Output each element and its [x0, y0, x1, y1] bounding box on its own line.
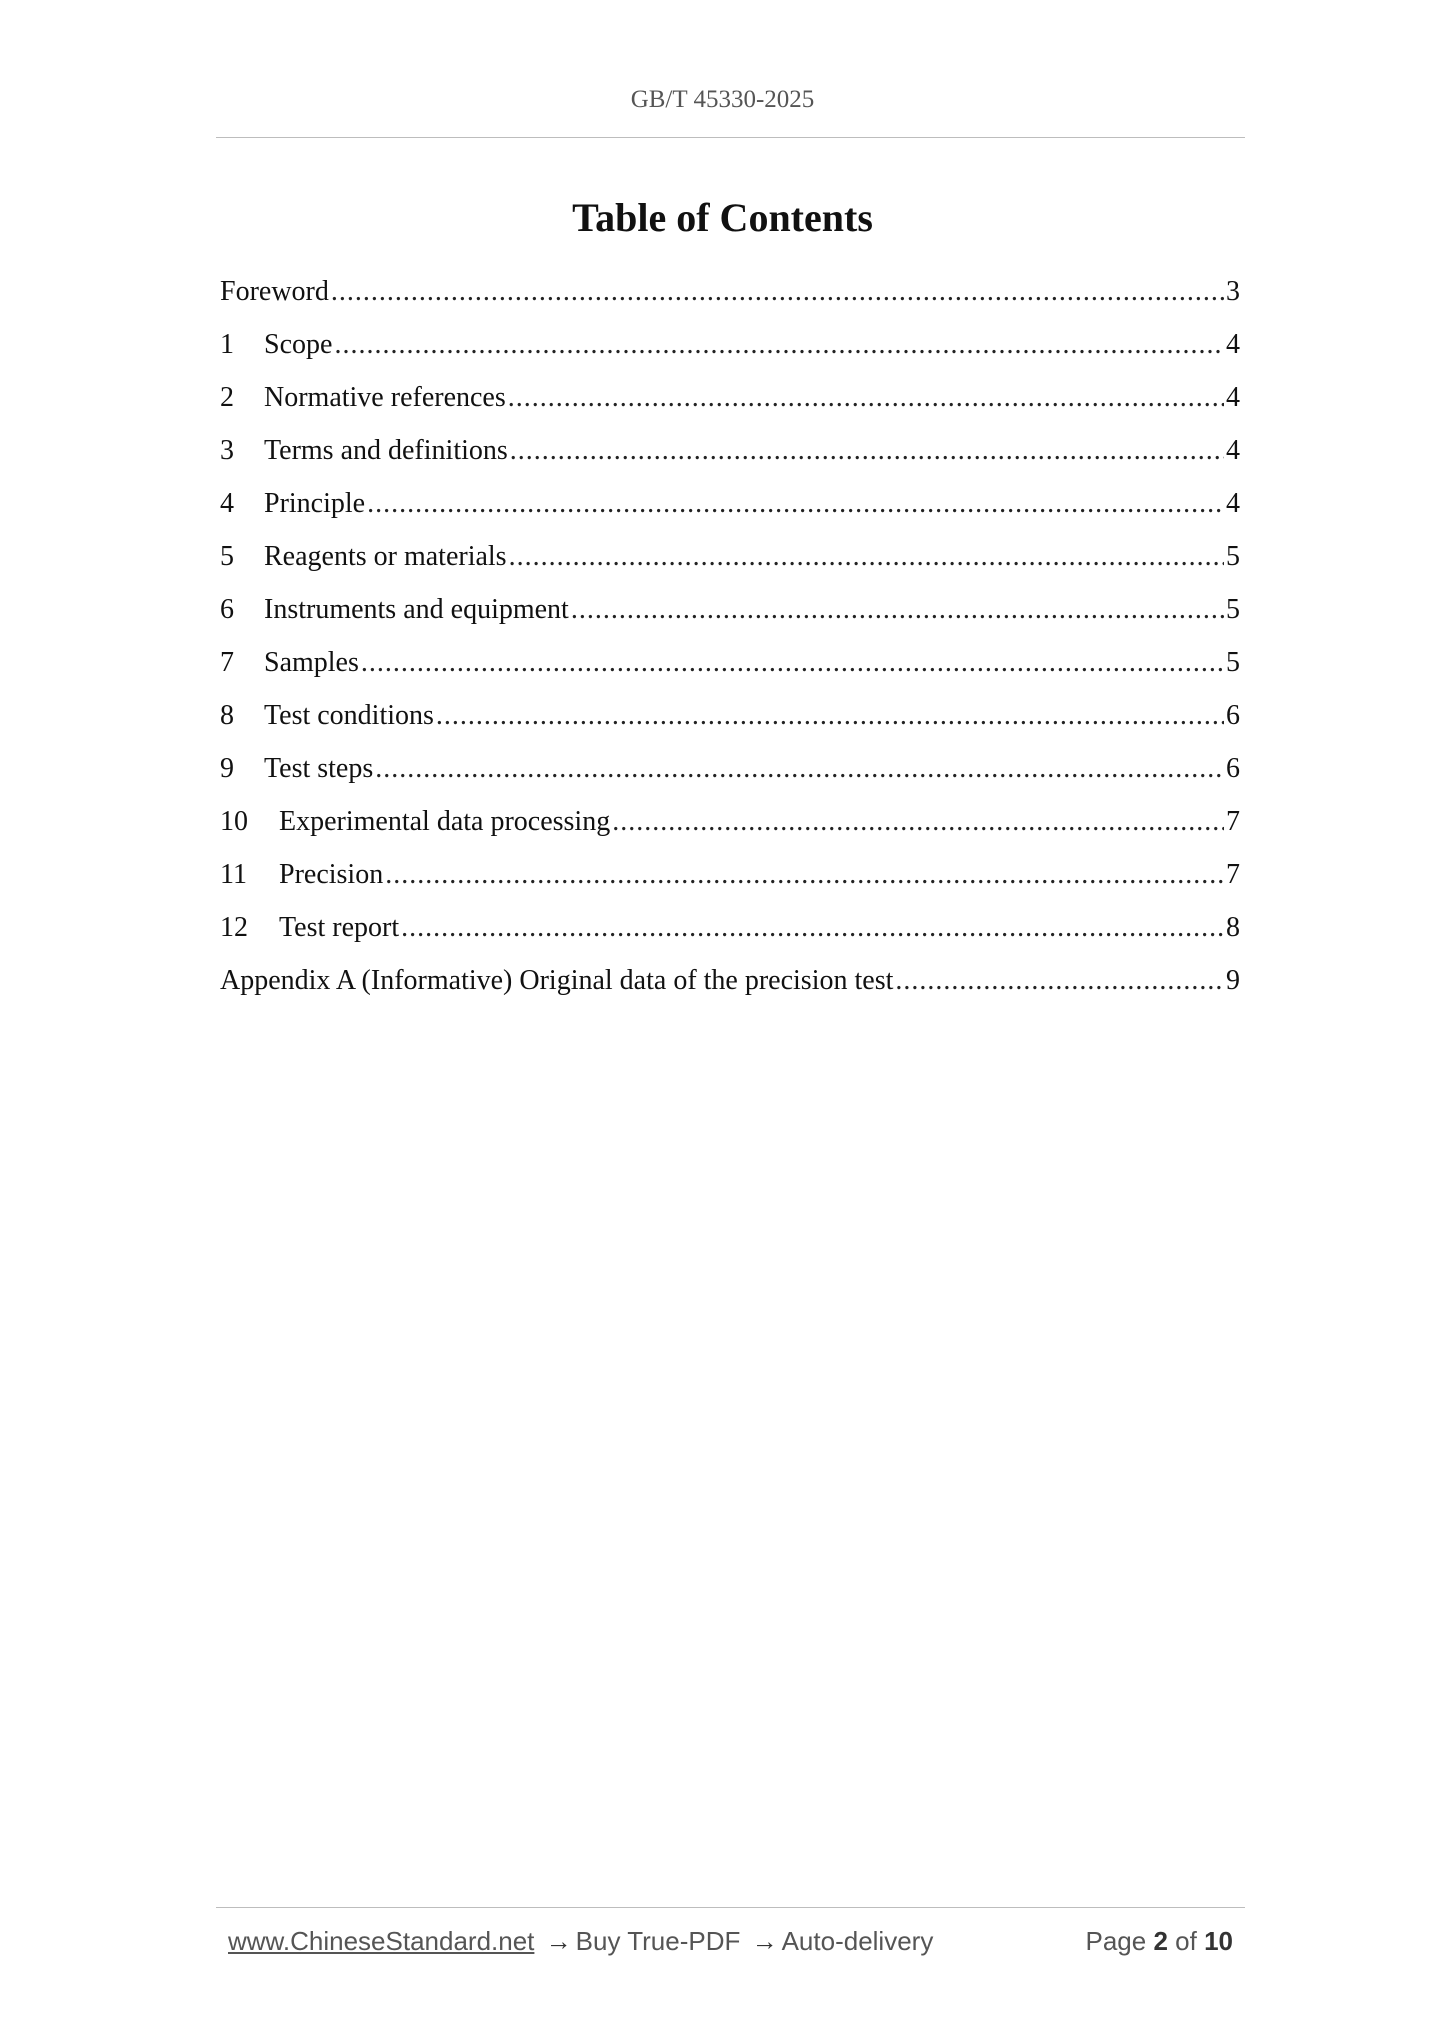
toc-entry-page: 6 [1226, 753, 1240, 784]
of-word: of [1175, 1926, 1197, 1956]
auto-delivery-text: Auto-delivery [781, 1926, 934, 1956]
total-page-number: 10 [1204, 1926, 1233, 1956]
toc-entry-label: Appendix A (Informative) Original data of the precision test [220, 965, 894, 996]
toc-entry-page: 3 [1226, 276, 1240, 307]
toc-entry-label: Test conditions [264, 700, 434, 731]
toc-entry-label: Test report [279, 912, 400, 943]
toc-dot-leader [334, 325, 1224, 365]
toc-entry-samples[interactable] [220, 643, 1240, 696]
toc-dot-leader [510, 431, 1224, 471]
toc-entry-page: 4 [1226, 382, 1240, 413]
toc-entry-page: 4 [1226, 329, 1240, 360]
toc-entry-label: Precision [279, 859, 384, 890]
toc-title: Table of Contents [572, 195, 873, 240]
website-link[interactable]: www.ChineseStandard.net [228, 1926, 535, 1956]
toc-dot-leader [375, 749, 1224, 789]
toc-entry-number: 5 [220, 541, 234, 572]
toc-dot-leader [895, 961, 1224, 1001]
toc-entry-label: Instruments and equipment [264, 594, 569, 625]
toc-dot-leader [331, 272, 1224, 312]
toc-dot-leader [508, 378, 1224, 418]
toc-entry-number: 1 [220, 329, 234, 360]
toc-entry-number: 10 [220, 806, 248, 837]
toc-entry-label: Experimental data processing [279, 806, 611, 837]
footer-promo [228, 1926, 933, 1957]
toc-entry-page: 4 [1226, 435, 1240, 466]
toc-entry-terms-and-definitions[interactable] [220, 431, 1240, 484]
toc-entry-page: 9 [1226, 965, 1240, 996]
current-page-number: 2 [1153, 1926, 1168, 1956]
toc-entry-page: 5 [1226, 594, 1240, 625]
toc-entry-foreword[interactable] [220, 272, 1240, 325]
toc-list [220, 272, 1240, 1014]
toc-entry-page: 7 [1226, 806, 1240, 837]
toc-entry-experimental-data-processing[interactable] [220, 802, 1240, 855]
toc-entry-label: Reagents or materials [264, 541, 507, 572]
toc-entry-scope[interactable] [220, 325, 1240, 378]
toc-dot-leader [571, 590, 1224, 630]
toc-dot-leader [612, 802, 1224, 842]
toc-entry-test-conditions[interactable] [220, 696, 1240, 749]
toc-dot-leader [385, 855, 1224, 895]
toc-entry-page: 6 [1226, 700, 1240, 731]
toc-entry-number: 6 [220, 594, 234, 625]
toc-entry-test-report[interactable] [220, 908, 1240, 961]
arrow-right-icon: → [751, 1926, 778, 1956]
toc-entry-precision[interactable] [220, 855, 1240, 908]
toc-entry-label: Terms and definitions [264, 435, 508, 466]
toc-dot-leader [509, 537, 1224, 577]
toc-entry-number: 8 [220, 700, 234, 731]
toc-entry-label: Scope [264, 329, 333, 360]
page-word: Page [1085, 1926, 1147, 1956]
toc-dot-leader [436, 696, 1224, 736]
toc-entry-principle[interactable] [220, 484, 1240, 537]
toc-entry-page: 8 [1226, 912, 1240, 943]
toc-entry-number: 12 [220, 912, 248, 943]
arrow-right-icon: → [545, 1926, 572, 1956]
buy-true-pdf-text: Buy True-PDF [575, 1926, 741, 1956]
page-footer [228, 1926, 1233, 1962]
toc-entry-test-steps[interactable] [220, 749, 1240, 802]
toc-dot-leader [367, 484, 1224, 524]
toc-entry-page: 7 [1226, 859, 1240, 890]
toc-entry-page: 5 [1226, 647, 1240, 678]
footer-divider [216, 1907, 1245, 1908]
toc-entry-label: Principle [264, 488, 366, 519]
toc-entry-normative-references[interactable] [220, 378, 1240, 431]
toc-entry-reagents-or-materials[interactable] [220, 537, 1240, 590]
toc-entry-number: 7 [220, 647, 234, 678]
toc-entry-label: Test steps [264, 753, 374, 784]
toc-dot-leader [401, 908, 1224, 948]
toc-entry-appendix-a[interactable] [220, 961, 1240, 1014]
toc-entry-label: Normative references [264, 382, 506, 413]
toc-entry-instruments-and-equipment[interactable] [220, 590, 1240, 643]
toc-entry-page: 4 [1226, 488, 1240, 519]
document-code-header: GB/T 45330-2025 [630, 86, 815, 113]
toc-entry-page: 5 [1226, 541, 1240, 572]
page-indicator [1085, 1926, 1233, 1957]
toc-entry-label: Foreword [220, 276, 329, 307]
toc-entry-number: 3 [220, 435, 234, 466]
toc-entry-number: 4 [220, 488, 234, 519]
toc-entry-number: 2 [220, 382, 234, 413]
toc-entry-number: 11 [220, 859, 247, 890]
toc-entry-number: 9 [220, 753, 234, 784]
toc-entry-label: Samples [264, 647, 359, 678]
header-divider [216, 137, 1245, 138]
toc-dot-leader [361, 643, 1224, 683]
